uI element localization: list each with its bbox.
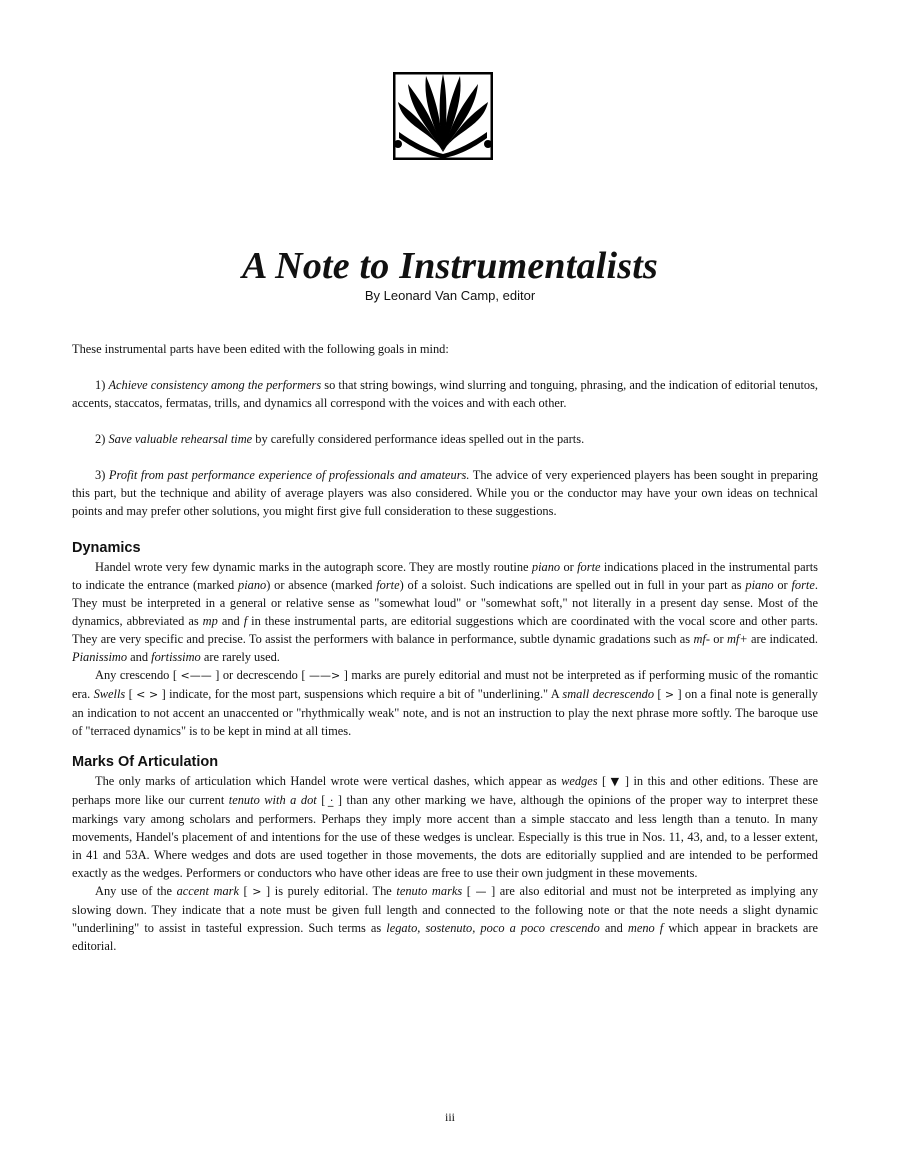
- dynamics-paragraph-1: Handel wrote very few dynamic marks in the autograph score. They are mostly routine piano or forte indications placed in the instrumental parts to indicate the entrance (marked piano) or absence (marked forte) of a soloist. Such indications are spelled out in full in your part as piano or forte. They must be interpreted in a general or relative sense as "somewhat loud" or "somewhat soft," not literally in a present day sense. Most of the dynamics, abbreviated as mp and f in these instrumental parts, are editorial suggestions which are coordinated with the vocal score and other parts. They are very specific and precise. To assist the performers with balance in performance, subtle dynamic gradations such as mf- or mf+ are indicated. Pianissimo and fortissimo are rarely used.: [72, 560, 818, 664]
- goal-paragraph-2: 2) Save valuable rehearsal time by carefully considered performance ideas spelled out in the parts.: [95, 432, 585, 446]
- accent-symbol: >: [252, 885, 262, 898]
- page-title: A Note to Instrumentalists: [242, 245, 658, 287]
- decrescendo-symbol: ——>: [308, 669, 341, 682]
- dynamics-paragraph-2: Any crescendo [ <—— ] or decrescendo [ ——> ] marks are purely editorial and must not be interpreted as if performing music of the romantic era. Swells [ < > ] indicate, for the most part, suspensions which require a bit of "underlining." A small decrescendo [ > ] on a final note is generally an indication to not accent an unaccented or "rhythmically weak" note, and is not an instruction to play the next phrase more softly. The baroque use of "terraced dynamics" is to be kept in mind at all times.: [72, 668, 818, 738]
- byline: By Leonard Van Camp, editor: [364, 288, 536, 303]
- goal-paragraph-1: 1) Achieve consistency among the performers so that string bowings, wind slurring and tonguing, phrasing, and the indication of editorial tenutos, accents, staccatos, fermatas, trills, and dynamics all correspond with the voices and with each other.: [72, 378, 818, 410]
- shell-fan-logo-icon: [393, 72, 493, 160]
- articulation-paragraph-1: The only marks of articulation which Handel wrote were vertical dashes, which appear as wedges [ ▼ ] in this and other editions. These are perhaps more like our current tenuto with a dot [ ·̲ ] than any other marking we have, although the opinions of the proper way to interpret these markings vary among scholars and performers. Perhaps they imply more accent than a simple staccato and less length than a tenuto. In many movements, Handel's placement of and intentions for the use of these wedges is unclear. Especially is this true in Nos. 11, 43, and, to a lesser extent, in 41 and 53A. Where wedges and dots are used together in those movements, the dots are editorially supplied and are intended to be performed exactly as the wedges. Performers or conductors who have other ideas are free to use their own judgment in these movements.: [72, 774, 818, 880]
- small-decrescendo-symbol: >: [664, 688, 675, 701]
- page-number: iii: [444, 1110, 455, 1124]
- section-heading-articulation: Marks Of Articulation: [72, 754, 219, 770]
- wedge-symbol: ▼: [610, 775, 621, 788]
- section-heading-dynamics: Dynamics: [72, 540, 141, 556]
- crescendo-symbol: <——: [180, 669, 212, 682]
- tenuto-dot-symbol: ·̲: [329, 794, 334, 807]
- document-body: [72, 340, 818, 955]
- articulation-paragraph-2: Any use of the accent mark [ > ] is purely editorial. The tenuto marks [ — ] are also editorial and must not be interpreted as implying any slowing down. They indicate that a note must be given full length and connected to the following note or that the note needs a slight dynamic "underlining" to assist in tasteful expression. Such terms as legato, sostenuto, poco a poco crescendo and meno f which appear in brackets are editorial.: [72, 884, 819, 953]
- tenuto-symbol: —: [475, 885, 487, 898]
- goal-paragraph-3: 3) Profit from past performance experience of professionals and amateurs. The advice of very experienced players has been sought in preparing this part, but the technique and ability of average players was also considered. While you or the conductor may have your own ideas on technical points and may prefer other solutions, you might first give full consideration to these suggestions.: [72, 468, 818, 518]
- swell-symbol: < >: [136, 688, 159, 701]
- intro-paragraph: These instrumental parts have been edited with the following goals in mind:: [72, 342, 449, 356]
